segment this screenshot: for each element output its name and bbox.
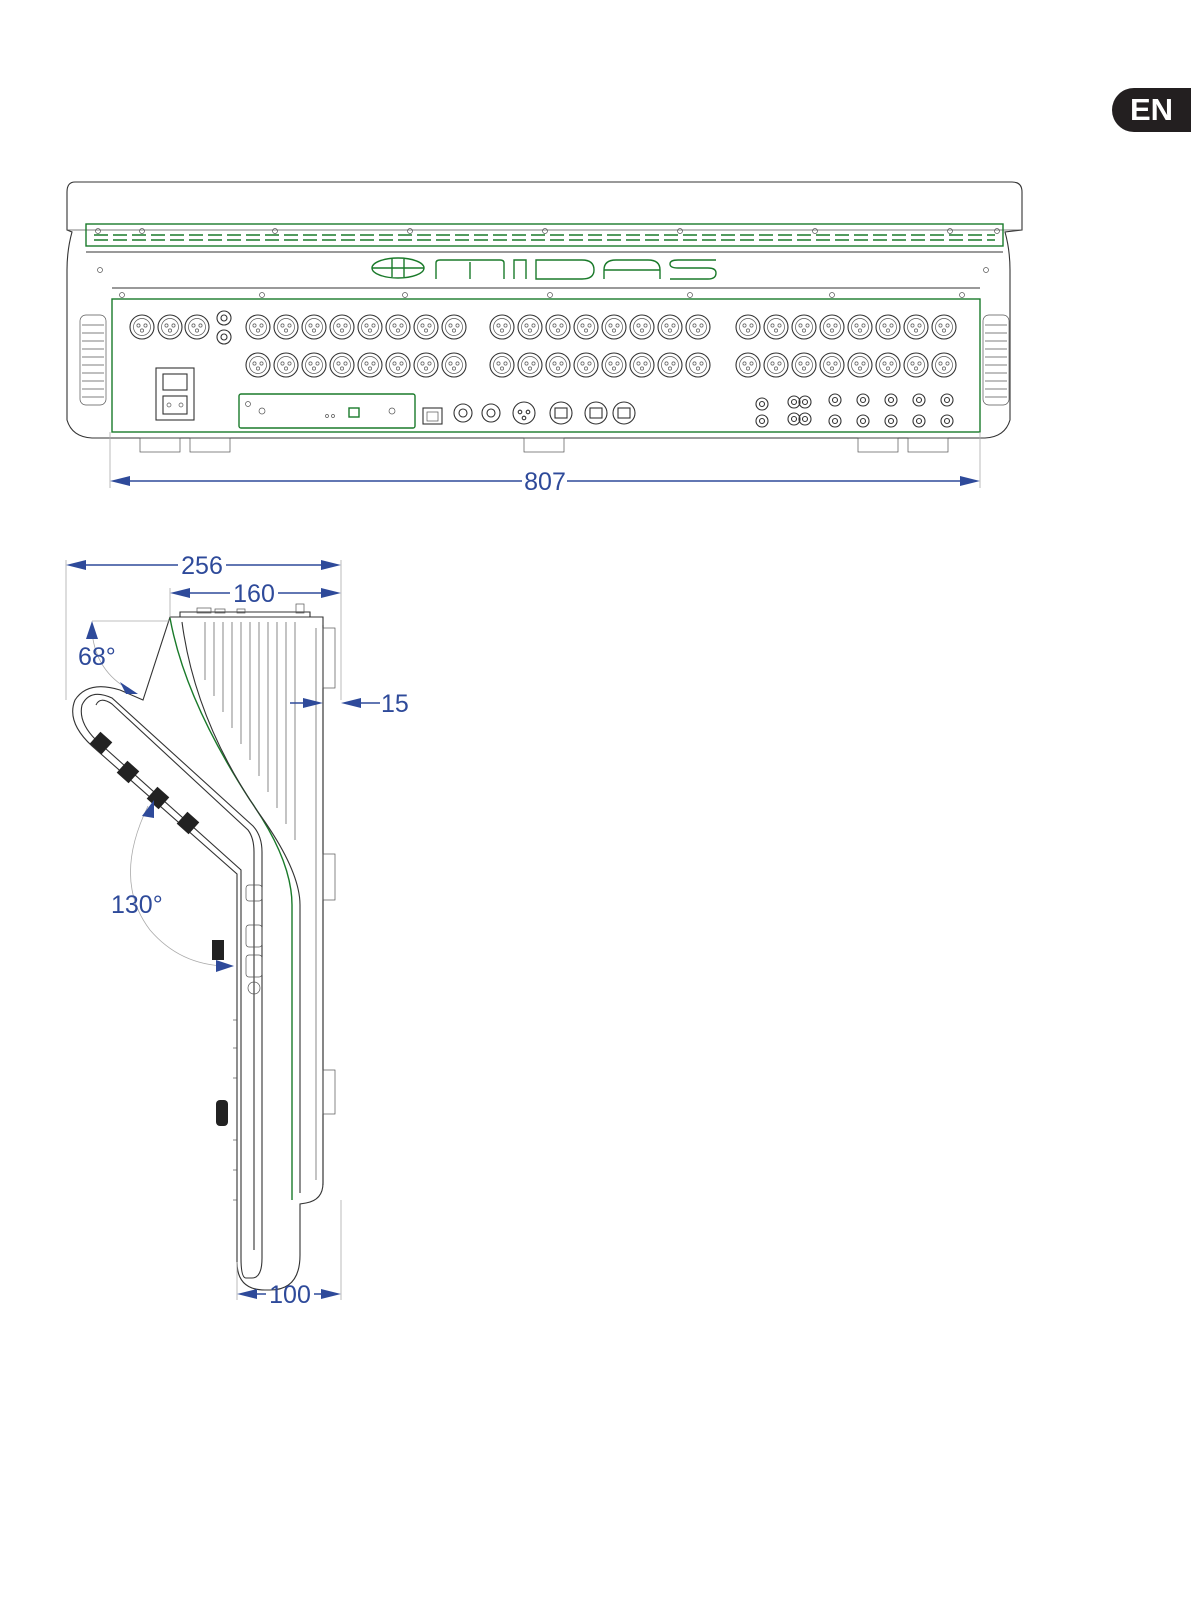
xlr-connector bbox=[414, 315, 438, 339]
offset-dimension bbox=[290, 690, 409, 718]
surface-rail bbox=[81, 694, 262, 1278]
surface-angle-label: 130° bbox=[111, 891, 163, 919]
depth-top-label: 160 bbox=[233, 580, 275, 608]
xlr-connector bbox=[490, 353, 514, 377]
xlr-connector bbox=[442, 353, 466, 377]
rear-handles bbox=[323, 628, 335, 1114]
xlr-connector bbox=[764, 315, 788, 339]
xlr-connector bbox=[736, 353, 760, 377]
console-casing bbox=[67, 182, 1022, 438]
meter-angle-annotation bbox=[78, 621, 170, 694]
xlr-connector bbox=[274, 353, 298, 377]
xlr-connector bbox=[546, 315, 570, 339]
xlr-connector bbox=[932, 315, 956, 339]
width-dimension bbox=[110, 432, 980, 496]
xlr-connector bbox=[358, 353, 382, 377]
xlr-connector bbox=[518, 315, 542, 339]
xlr-connector bbox=[904, 353, 928, 377]
meter-angle-label: 68° bbox=[78, 643, 116, 671]
xlr-connector bbox=[330, 315, 354, 339]
width-label: 807 bbox=[524, 468, 566, 496]
xlr-connector bbox=[792, 315, 816, 339]
xlr-connector bbox=[386, 353, 410, 377]
xlr-connector bbox=[442, 315, 466, 339]
xlr-connector bbox=[848, 353, 872, 377]
xlr-connector bbox=[158, 315, 182, 339]
jack-sockets-right bbox=[756, 394, 953, 427]
xlr-connector bbox=[386, 315, 410, 339]
xlr-connector bbox=[820, 353, 844, 377]
base-width-label: 100 bbox=[269, 1281, 311, 1309]
xlr-connector bbox=[630, 353, 654, 377]
xlr-connector bbox=[658, 353, 682, 377]
xlr-connector bbox=[490, 315, 514, 339]
ethercon-ports bbox=[550, 402, 635, 424]
xlr-connector bbox=[246, 315, 270, 339]
xlr-connector bbox=[574, 353, 598, 377]
xlr-connector bbox=[686, 315, 710, 339]
xlr-connector bbox=[302, 315, 326, 339]
xlr-connector bbox=[736, 315, 760, 339]
network-port bbox=[423, 408, 442, 424]
xlr-connector bbox=[602, 353, 626, 377]
aes-xlr-port bbox=[513, 402, 535, 424]
depth-total-label: 256 bbox=[181, 552, 223, 580]
xlr-connector bbox=[658, 315, 682, 339]
power-inlet bbox=[156, 368, 194, 420]
xlr-connector bbox=[686, 353, 710, 377]
side-grille-right bbox=[983, 315, 1009, 405]
xlr-connector bbox=[904, 315, 928, 339]
xlr-connector bbox=[330, 353, 354, 377]
language-badge: EN bbox=[1112, 88, 1191, 132]
xlr-connector bbox=[764, 353, 788, 377]
xlr-connector bbox=[876, 315, 900, 339]
xlr-connector bbox=[302, 353, 326, 377]
heatsink-fins bbox=[205, 622, 295, 840]
brand-logo bbox=[372, 258, 716, 279]
console-feet bbox=[140, 438, 948, 452]
side-grille-left bbox=[80, 315, 106, 405]
offset-label: 15 bbox=[381, 690, 409, 718]
xlr-connector bbox=[820, 315, 844, 339]
xlr-connector bbox=[518, 353, 542, 377]
xlr-connector bbox=[932, 353, 956, 377]
xlr-connector bbox=[246, 353, 270, 377]
xlr-connector bbox=[602, 315, 626, 339]
xlr-connector bbox=[546, 353, 570, 377]
xlr-connector bbox=[414, 353, 438, 377]
midi-ports bbox=[454, 404, 500, 422]
depth-total-dimension bbox=[66, 552, 341, 700]
xlr-connector bbox=[358, 315, 382, 339]
xlr-connector bbox=[876, 353, 900, 377]
expansion-card-slot bbox=[239, 394, 415, 428]
depth-top-dimension bbox=[170, 580, 341, 616]
xlr-connector bbox=[185, 315, 209, 339]
xlr-connector bbox=[130, 315, 154, 339]
side-body-outline bbox=[73, 617, 323, 1290]
side-view bbox=[66, 552, 409, 1309]
xlr-connector bbox=[574, 315, 598, 339]
xlr-connector bbox=[274, 315, 298, 339]
rear-view bbox=[67, 182, 1022, 496]
base-width-dimension bbox=[237, 1200, 341, 1309]
xlr-connector bbox=[792, 353, 816, 377]
xlr-connector bbox=[630, 315, 654, 339]
xlr-connector bbox=[848, 315, 872, 339]
jack-sockets-left bbox=[217, 311, 231, 344]
xlr-connector-rows bbox=[130, 315, 956, 377]
